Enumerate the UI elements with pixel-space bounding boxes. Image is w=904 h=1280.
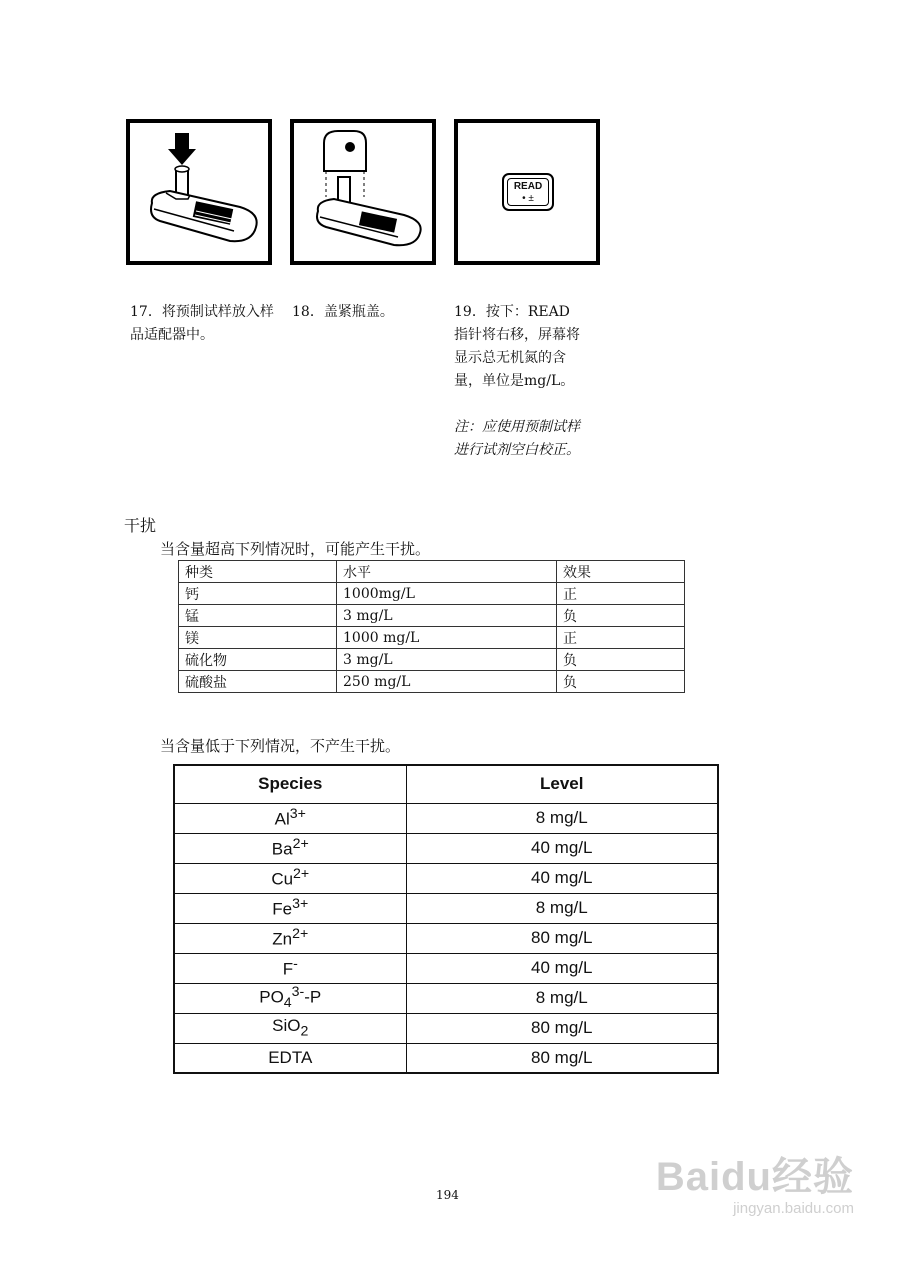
table-row [174,833,718,863]
step-19-detail-3: 量，单位是mg/L。 [454,373,575,389]
table-row [174,863,718,893]
header-effect: 效果 [557,561,685,583]
step-19-detail-2: 显示总无机氮的含 [454,350,566,366]
level-cell: 3 mg/L [337,605,557,627]
species-formula: SiO [272,1016,301,1036]
species-charge: 2+ [293,866,310,883]
level-cell: 8 mg/L [406,893,718,923]
level-cell: 1000 mg/L [337,627,557,649]
species-formula: Al [274,809,290,829]
read-button-icon [502,173,554,211]
step-17-illustration [126,119,272,265]
table-row [179,671,685,693]
species-charge: 3+ [289,806,306,823]
level-cell: 80 mg/L [406,1013,718,1043]
watermark [656,1145,854,1217]
species-charge: 2+ [292,836,309,853]
table-row [174,1043,718,1073]
level-cell: 250 mg/L [337,671,557,693]
table-row [174,923,718,953]
level-cell: 40 mg/L [406,863,718,893]
species-cell [174,803,406,833]
species-charge: 3- [291,984,305,1001]
species-cell [174,923,406,953]
step-19-illustration [454,119,600,265]
level-cell: 3 mg/L [337,649,557,671]
header-level: Level [406,765,718,803]
step-17-caption: 17．将预制试样放入样品适配器中。 [130,304,274,343]
table-row [179,583,685,605]
level-cell: 40 mg/L [406,833,718,863]
species-formula: F [282,959,294,979]
level-cell: 1000mg/L [337,583,557,605]
high-interference-table [178,560,685,693]
species-charge: 2+ [292,926,309,943]
low-interference-table [173,764,719,1074]
table-row [179,627,685,649]
species-formula: Cu [271,869,294,889]
species-formula: EDTA [268,1047,313,1067]
intro-high: 当含量超高下列情况时，可能产生干扰。 [160,540,431,558]
species-formula: Fe [272,899,293,919]
table-row [179,605,685,627]
table-row [174,803,718,833]
species-subscript: 4 [283,995,292,1012]
step-19-note-2: 进行试剂空白校正。 [454,442,580,458]
species-cell: 镁 [179,627,337,649]
effect-cell: 正 [557,627,685,649]
step-19-note-1: 注：应使用预制试样 [454,419,580,435]
effect-cell: 负 [557,605,685,627]
step-18-caption: 18．盖紧瓶盖。 [292,304,394,320]
table-row [174,1013,718,1043]
species-charge: 3+ [292,896,309,913]
species-cell: 硫化物 [179,649,337,671]
species-cell [174,863,406,893]
section-heading: 干扰 [124,516,157,535]
table-header-row [174,765,718,803]
effect-cell: 正 [557,583,685,605]
header-level: 水平 [337,561,557,583]
header-species: 种类 [179,561,337,583]
species-formula: Zn [272,929,293,949]
species-charge: - [293,956,298,973]
species-cell [174,1043,406,1073]
species-subscript: 2 [300,1023,309,1040]
table-row [174,983,718,1013]
species-cell [174,893,406,923]
insert-vial-icon [130,123,268,261]
table-header-row [179,561,685,583]
species-suffix: -P [304,988,322,1008]
read-button-label: READ [513,181,543,192]
step-18-illustration [290,119,436,265]
step-19-detail-1: 指针将右移，屏幕将 [454,327,580,343]
species-cell: 锰 [179,605,337,627]
watermark-brand: Baidu经验 [655,1155,854,1199]
level-cell: 8 mg/L [406,803,718,833]
effect-cell: 负 [557,649,685,671]
species-formula: Ba [271,839,293,859]
header-species: Species [174,765,406,803]
species-cell [174,983,406,1013]
intro-low: 当含量低于下列情况，不产生干扰。 [160,737,401,755]
species-cell [174,1013,406,1043]
table-row [179,649,685,671]
effect-cell: 负 [557,671,685,693]
step-19-caption [454,301,614,462]
page-number: 194 [436,1188,459,1202]
species-cell: 钙 [179,583,337,605]
level-cell: 80 mg/L [406,1043,718,1073]
step-19-title: 19．按下：READ [454,304,570,320]
cap-vial-icon [294,123,432,261]
level-cell: 80 mg/L [406,923,718,953]
watermark-url: jingyan.baidu.com [733,1200,854,1217]
species-cell [174,953,406,983]
level-cell: 40 mg/L [406,953,718,983]
table-row [174,893,718,923]
level-cell: 8 mg/L [406,983,718,1013]
table-row [174,953,718,983]
species-cell [174,833,406,863]
read-button-symbols: • ± [522,193,534,204]
species-formula: PO [259,988,284,1008]
species-cell: 硫酸盐 [179,671,337,693]
